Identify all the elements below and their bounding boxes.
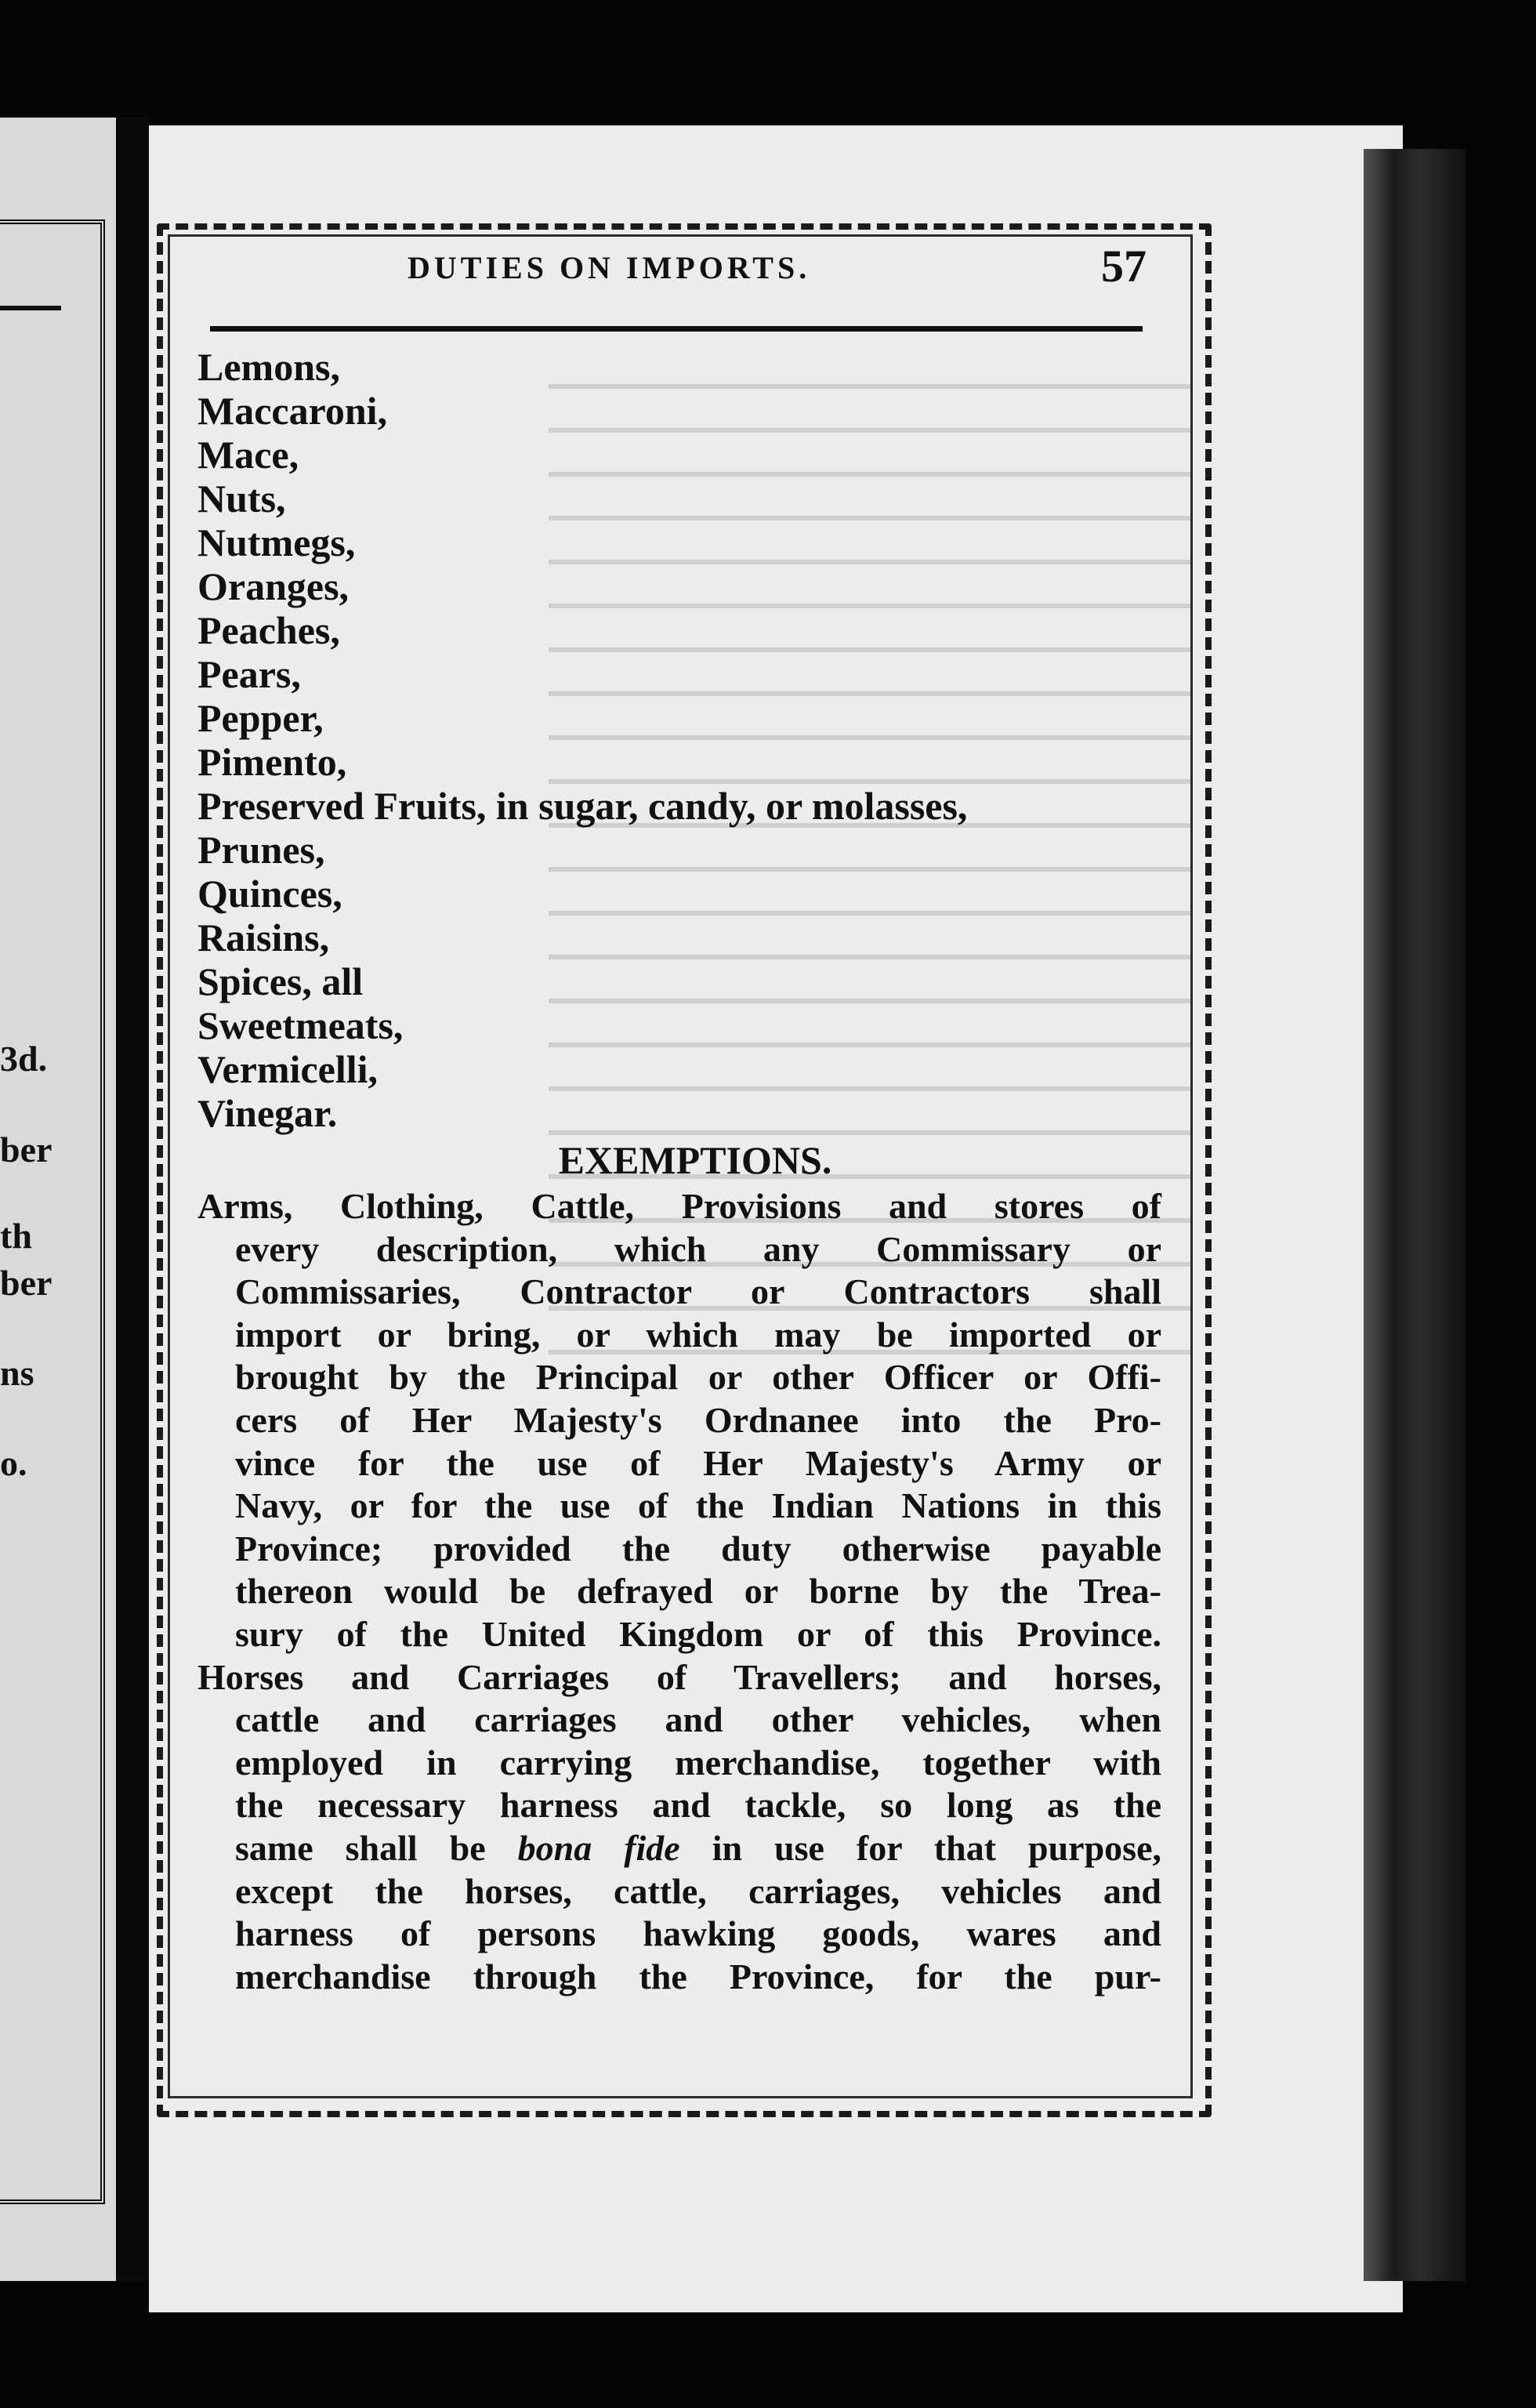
list-item: Preserved Fruits, in sugar, candy, or molasses, (197, 784, 968, 828)
paragraph-line: Navy, or for the use of the Indian Nations in this (235, 1485, 1161, 1526)
line-text: in use for that purpose, (679, 1827, 1161, 1868)
left-fragment: ber (0, 1263, 53, 1303)
left-page-border (0, 219, 105, 2204)
exemption-paragraph-horses (197, 1656, 1161, 1999)
paragraph-line: Arms, Clothing, Cattle, Provisions and stores of (197, 1186, 1161, 1226)
paragraph-line: harness of persons hawking goods, wares and (235, 1913, 1161, 1954)
list-item: Lemons, (197, 345, 340, 389)
left-fragment: th (0, 1216, 32, 1256)
list-item: Nuts, (197, 477, 286, 520)
list-item: Mace, (197, 433, 299, 477)
list-item: Pepper, (197, 696, 324, 740)
paragraph-line: Province; provided the duty otherwise payable (235, 1528, 1161, 1568)
left-fragment: o. (0, 1443, 27, 1483)
paragraph-line: vince for the use of Her Majesty's Army or (235, 1442, 1161, 1483)
paragraph-line: cers of Her Majesty's Ordnanee into the Pro- (235, 1399, 1161, 1440)
paragraph-line: Horses and Carriages of Travellers; and horses, (197, 1656, 1161, 1697)
list-item: Nutmegs, (197, 520, 356, 564)
list-item: Spices, all (197, 959, 364, 1003)
list-item: Maccaroni, (197, 389, 388, 433)
left-fragment: 3d. (0, 1039, 48, 1079)
page-number: 57 (1101, 241, 1147, 292)
paragraph-line: except the horses, cattle, carriages, vehicles and (235, 1870, 1161, 1911)
list-item: Pears, (197, 652, 301, 696)
page-content (197, 345, 1161, 1998)
header-rule (210, 326, 1143, 332)
list-item: Raisins, (197, 916, 330, 959)
left-fragment: ber (0, 1130, 53, 1170)
list-item: Quinces, (197, 872, 342, 916)
book-gutter (118, 118, 149, 2281)
running-header: DUTIES ON IMPORTS. (408, 250, 811, 285)
import-items-list (197, 345, 1161, 1135)
paragraph-line: thereon would be defrayed or borne by the Trea- (235, 1571, 1161, 1612)
paragraph-line-bona-fide (235, 1827, 1161, 1870)
paragraph-line: sury of the United Kingdom or of this Province. (235, 1613, 1161, 1654)
paragraph-line: the necessary harness and tackle, so long as the (235, 1785, 1161, 1826)
list-item: Vermicelli, (197, 1047, 379, 1091)
list-item: Sweetmeats, (197, 1003, 404, 1047)
paragraph-line: merchandise through the Province, for the pur- (235, 1956, 1161, 1996)
left-page-edge (0, 118, 116, 2281)
list-item: Prunes, (197, 828, 325, 872)
exemption-paragraph-arms (197, 1185, 1161, 1656)
section-heading: EXEMPTIONS. (558, 1138, 832, 1182)
italic-phrase: bona fide (517, 1827, 680, 1868)
paragraph-line: Commissaries, Contractor or Contractors shall (235, 1271, 1161, 1312)
list-item: Pimento, (197, 740, 347, 784)
list-item: Vinegar. (197, 1091, 338, 1135)
paragraph-line: brought by the Principal or other Officer or Offi- (235, 1357, 1161, 1398)
page-edge-shadow (1364, 149, 1465, 2281)
left-page-rule (0, 306, 61, 310)
list-item: Oranges, (197, 564, 350, 608)
line-text: same shall be (235, 1827, 518, 1868)
paragraph-line: every description, which any Commissary or (235, 1228, 1161, 1269)
paragraph-line: cattle and carriages and other vehicles, when (235, 1699, 1161, 1740)
left-fragment: ns (0, 1353, 34, 1393)
list-item: Peaches, (197, 608, 340, 652)
paragraph-line: employed in carrying merchandise, together with (235, 1742, 1161, 1782)
paragraph-line: import or bring, or which may be imported or (235, 1314, 1161, 1354)
